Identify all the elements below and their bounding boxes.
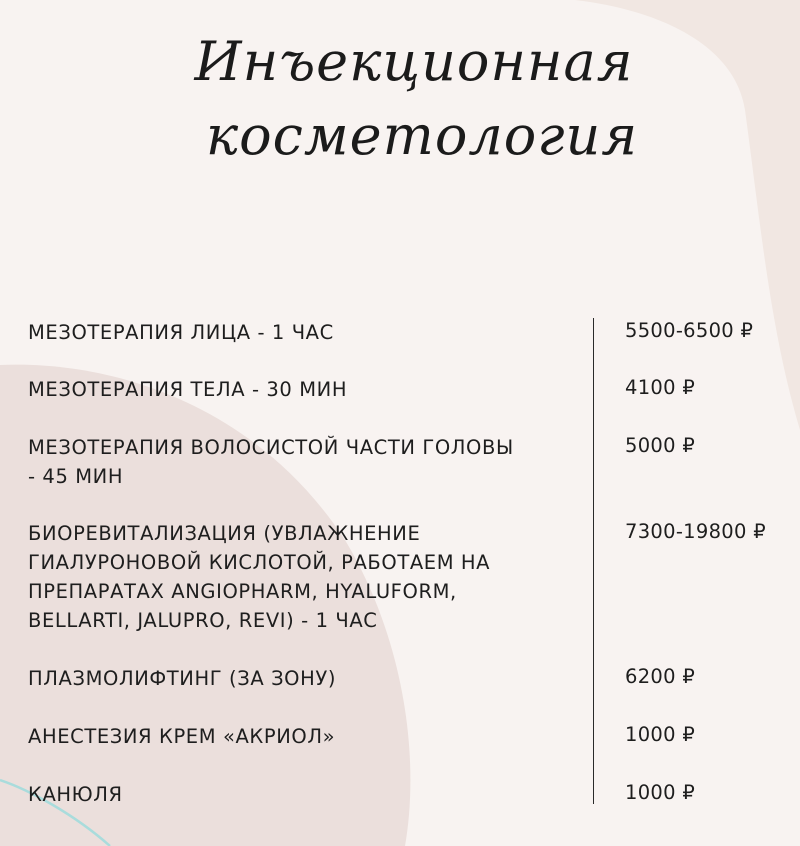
service-name: ПЛАЗМОЛИФТИНГ (ЗА ЗОНУ) <box>28 667 337 690</box>
service-price: 4100 ₽ <box>625 376 696 399</box>
service-name: МЕЗОТЕРАПИЯ ТЕЛА - 30 МИН <box>28 378 348 401</box>
service-price: 1000 ₽ <box>625 781 696 804</box>
service-name: АНЕСТЕЗИЯ КРЕМ «АКРИОЛ» <box>28 725 336 748</box>
service-price: 6200 ₽ <box>625 665 696 688</box>
service-price: 5000 ₽ <box>625 434 696 457</box>
page-title-line2: косметология <box>205 104 639 167</box>
service-name: МЕЗОТЕРАПИЯ ЛИЦА - 1 ЧАС <box>28 321 334 344</box>
service-name: КАНЮЛЯ <box>28 783 123 806</box>
service-price: 5500-6500 ₽ <box>625 319 754 342</box>
service-name: БИОРЕВИТАЛИЗАЦИЯ (УВЛАЖНЕНИЕ ГИАЛУРОНОВОЙ КИСЛОТОЙ, РАБОТАЕМ НА ПРЕПАРАТАХ ANGIOPHARM, HYALUFORM, BELLARTI, JALUPRO, REVI) - 1 ЧАС <box>28 522 491 632</box>
service-name: МЕЗОТЕРАПИЯ ВОЛОСИСТОЙ ЧАСТИ ГОЛОВЫ - 45 МИН <box>28 436 514 488</box>
service-price: 7300-19800 ₽ <box>625 520 766 543</box>
service-price: 1000 ₽ <box>625 723 696 746</box>
page-title-line1: Инъекционная <box>194 30 634 93</box>
